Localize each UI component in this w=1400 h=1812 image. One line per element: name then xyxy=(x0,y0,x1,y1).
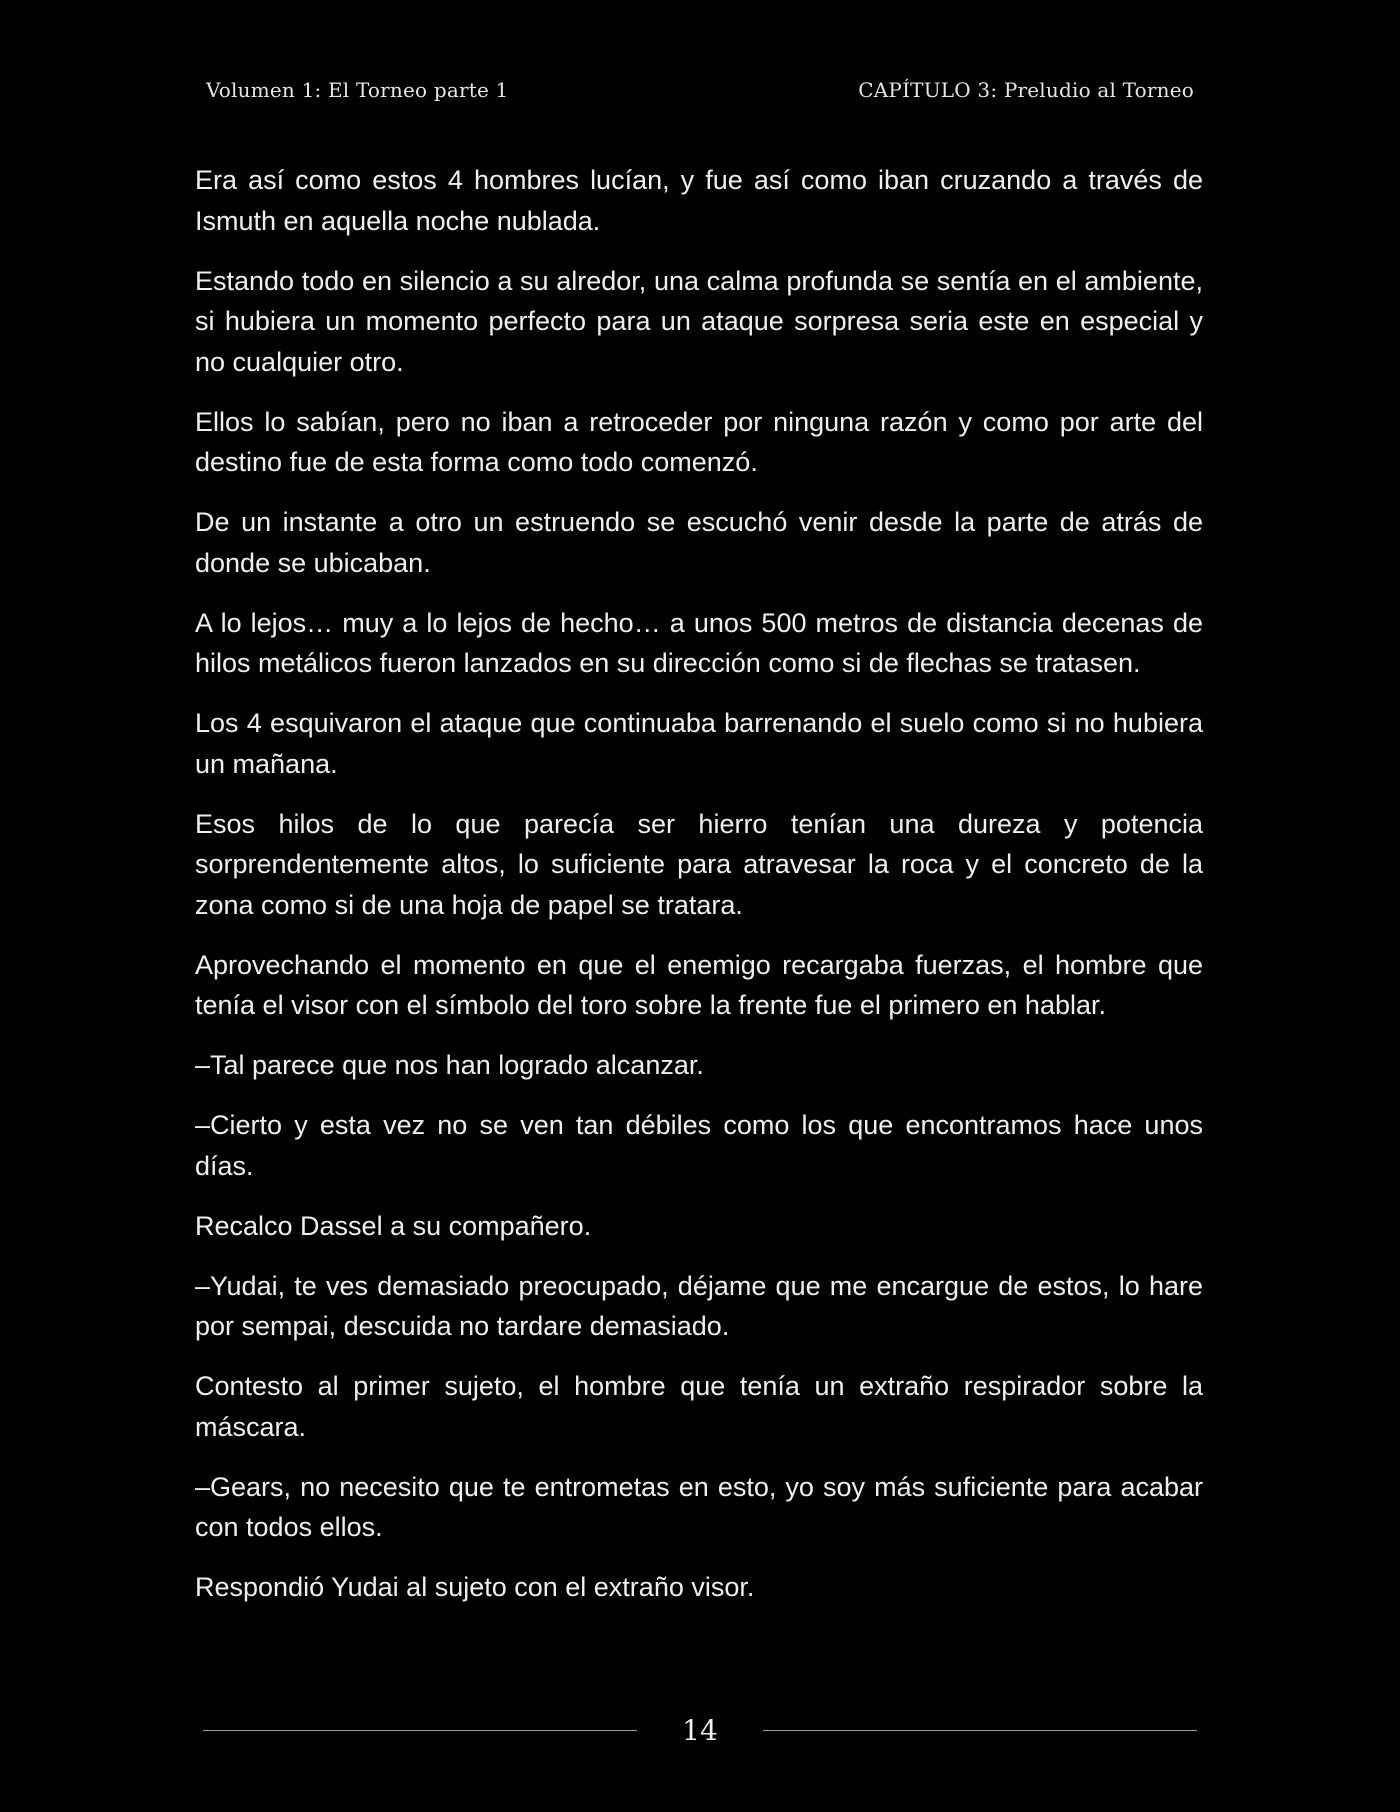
paragraph: Ellos lo sabían, pero no iban a retroceder por ninguna razón y como por arte del destino fue de esta forma como todo comenzó. xyxy=(195,406,1203,477)
footer-rule-left xyxy=(203,1730,637,1731)
paragraph: De un instante a otro un estruendo se escuchó venir desde la parte de atrás de donde se ubicaban. xyxy=(195,507,1203,578)
paragraph: Esos hilos de lo que parecía ser hierro tenían una dureza y potencia sorprendentemente altos, lo suficiente para atravesar la roca y el concreto de la zona como si de una hoja de papel se tratara. xyxy=(195,808,1203,920)
paragraph: Era así como estos 4 hombres lucían, y fue así como iban cruzando a través de Ismuth en aquella noche nublada. xyxy=(195,165,1203,236)
paragraph: Estando todo en silencio a su alredor, una calma profunda se sentía en el ambiente, si hubiera un momento perfecto para un ataque sorpresa seria este en especial y no cualquier otro. xyxy=(195,265,1203,377)
paragraph: Los 4 esquivaron el ataque que continuaba barrenando el suelo como si no hubiera un mañana. xyxy=(195,708,1203,779)
paragraph: Contesto al primer sujeto, el hombre que tenía un extraño respirador sobre la máscara. xyxy=(195,1371,1203,1442)
footer-rule-right xyxy=(763,1730,1197,1731)
chapter-title: CAPÍTULO 3: Preludio al Torneo xyxy=(858,78,1194,102)
page-number: 14 xyxy=(682,1713,718,1747)
body-text xyxy=(195,160,1203,1627)
volume-title: Volumen 1: El Torneo parte 1 xyxy=(206,78,509,102)
dialogue-line: –Tal parece que nos han logrado alcanzar. xyxy=(195,1050,704,1080)
paragraph: Aprovechando el momento en que el enemigo recargaba fuerzas, el hombre que tenía el visor con el símbolo del toro sobre la frente fue el primero en hablar. xyxy=(195,949,1203,1020)
paragraph: Respondió Yudai al sujeto con el extraño visor. xyxy=(195,1572,755,1602)
paragraph: A lo lejos… muy a lo lejos de hecho… a unos 500 metros de distancia decenas de hilos metálicos fueron lanzados en su dirección como si de flechas se tratasen. xyxy=(195,607,1203,678)
running-header xyxy=(206,78,1194,102)
page-footer xyxy=(203,1708,1197,1752)
dialogue-line: –Cierto y esta vez no se ven tan débiles como los que encontramos hace unos días. xyxy=(195,1110,1203,1181)
paragraph: Recalco Dassel a su compañero. xyxy=(195,1210,592,1241)
dialogue-line: –Yudai, te ves demasiado preocupado, déjame que me encargue de estos, lo hare por sempai, descuida no tardare demasiado. xyxy=(195,1270,1203,1341)
dialogue-line: –Gears, no necesito que te entrometas en esto, yo soy más suficiente para acabar con todos ellos. xyxy=(195,1471,1203,1542)
